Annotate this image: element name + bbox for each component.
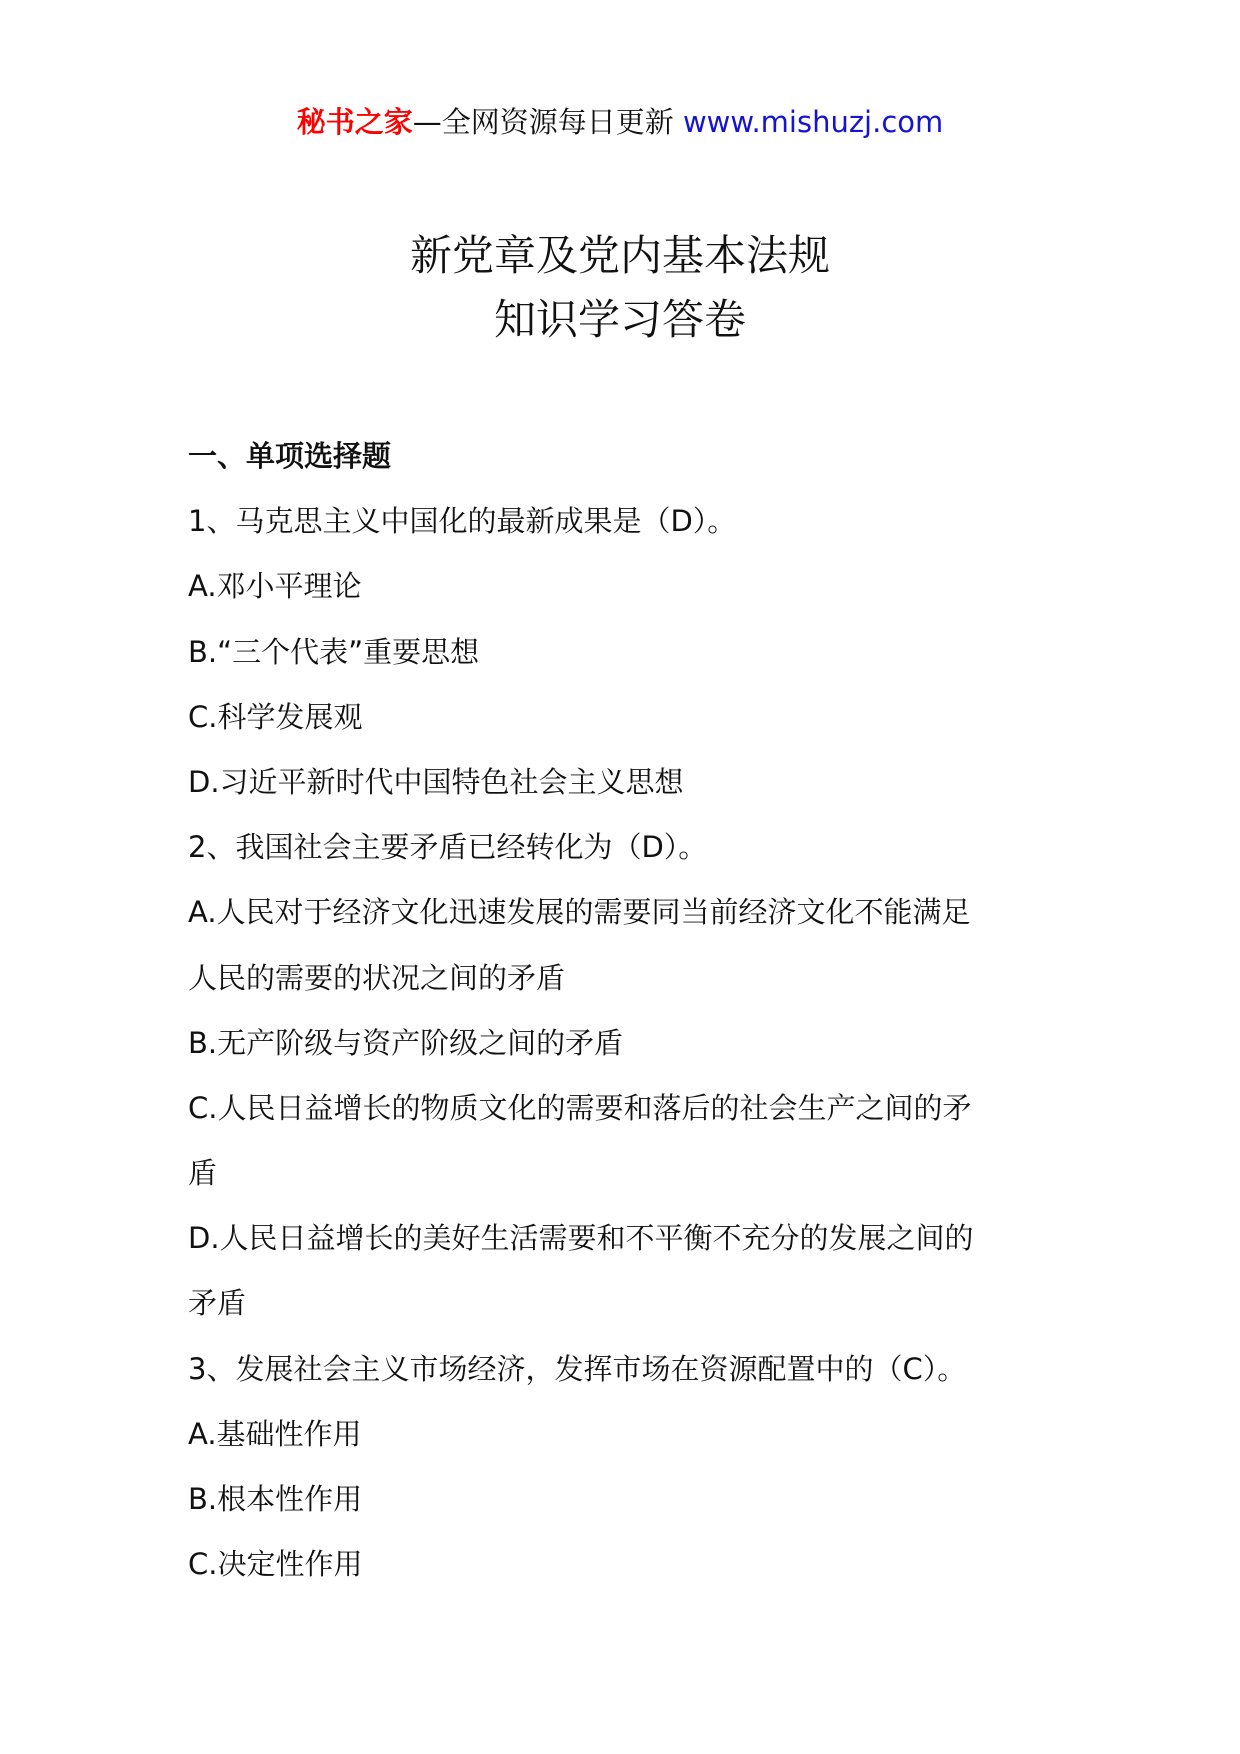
question-2-option-c-continued: 盾 bbox=[188, 1156, 218, 1191]
question-3-option-a: A.基础性作用 bbox=[188, 1416, 362, 1451]
question-1-option-b: B.“三个代表”重要思想 bbox=[188, 634, 480, 669]
question-1-option-a: A.邓小平理论 bbox=[188, 569, 362, 604]
site-header bbox=[0, 100, 1240, 144]
header-slogan: —全网资源每日更新 bbox=[412, 105, 674, 139]
document-title-line-1: 新党章及党内基本法规 bbox=[409, 231, 830, 280]
question-1: 1、马克思主义中国化的最新成果是（D）。 bbox=[188, 504, 737, 539]
question-2-option-a-continued: 人民的需要的状况之间的矛盾 bbox=[188, 960, 566, 995]
question-1-option-d: D.习近平新时代中国特色社会主义思想 bbox=[188, 764, 684, 799]
question-1-option-c: C.科学发展观 bbox=[188, 699, 363, 734]
question-2-option-c: C.人民日益增长的物质文化的需要和落后的社会生产之间的矛 bbox=[188, 1090, 972, 1125]
header-url[interactable]: www.mishuzj.com bbox=[682, 105, 944, 139]
question-2-option-a: A.人民对于经济文化迅速发展的需要同当前经济文化不能满足 bbox=[188, 895, 971, 930]
question-3-option-c: C.决定性作用 bbox=[188, 1547, 363, 1582]
question-2: 2、我国社会主要矛盾已经转化为（D）。 bbox=[188, 830, 708, 865]
question-2-option-d: D.人民日益增长的美好生活需要和不平衡不充分的发展之间的 bbox=[188, 1221, 974, 1256]
section-heading: 一、单项选择题 bbox=[188, 439, 392, 473]
document-title-line-2: 知识学习答卷 bbox=[493, 295, 746, 344]
brand-name: 秘书之家 bbox=[296, 105, 413, 139]
question-3-option-b: B.根本性作用 bbox=[188, 1482, 363, 1516]
question-3: 3、发展社会主义市场经济，发挥市场在资源配置中的（C）。 bbox=[188, 1351, 967, 1386]
document-body bbox=[188, 424, 1068, 1597]
question-2-option-b: B.无产阶级与资产阶级之间的矛盾 bbox=[188, 1025, 624, 1060]
question-2-option-d-continued: 矛盾 bbox=[188, 1286, 247, 1321]
